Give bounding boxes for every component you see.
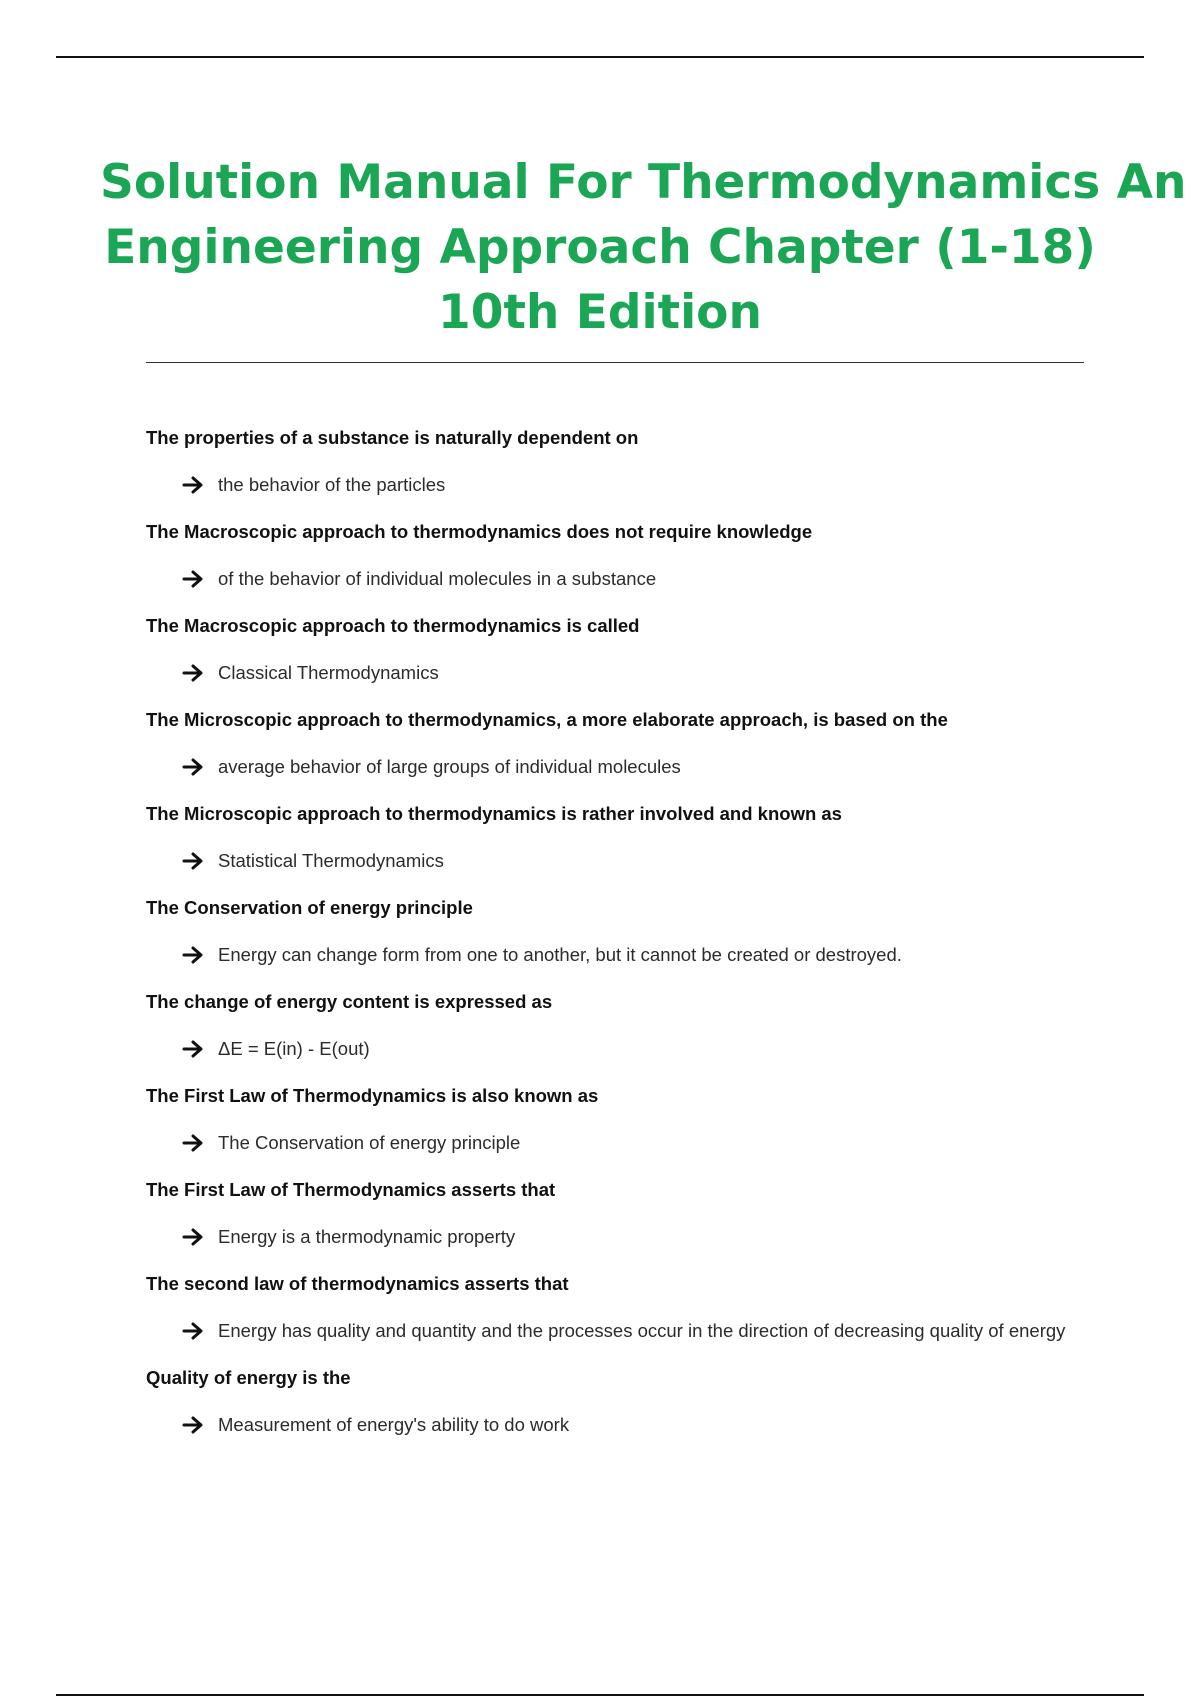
right-arrow-icon (182, 658, 206, 688)
answer-text: Statistical Thermodynamics (218, 850, 444, 871)
qa-item (146, 1177, 1086, 1252)
answer (146, 1128, 1086, 1158)
question-text: Quality of energy is the (146, 1367, 351, 1388)
right-arrow-icon (182, 1316, 206, 1346)
qa-list (146, 425, 1086, 1459)
question-text: The First Law of Thermodynamics asserts that (146, 1179, 556, 1200)
answer (146, 564, 1086, 594)
question-text: The Microscopic approach to thermodynamics, a more elaborate approach, is based on the (146, 709, 948, 730)
answer (146, 470, 1086, 500)
right-arrow-icon (182, 1222, 206, 1252)
answer (146, 940, 1086, 970)
question-text: The Macroscopic approach to thermodynamics is called (146, 615, 640, 636)
answer (146, 1222, 1086, 1252)
qa-item (146, 1365, 1086, 1440)
right-arrow-icon (182, 1034, 206, 1064)
question-text: The change of energy content is expressed as (146, 991, 553, 1012)
answer (146, 1410, 1086, 1440)
answer-text: Energy has quality and quantity and the processes occur in the direction of decreasing quality of energy (218, 1320, 1066, 1341)
qa-item (146, 519, 1086, 594)
answer-text: of the behavior of individual molecules in a substance (218, 568, 657, 589)
right-arrow-icon (182, 1128, 206, 1158)
answer-text: Energy is a thermodynamic property (218, 1226, 516, 1247)
answer-text: Classical Thermodynamics (218, 662, 439, 683)
right-arrow-icon (182, 470, 206, 500)
qa-item (146, 707, 1086, 782)
answer (146, 752, 1086, 782)
qa-item (146, 989, 1086, 1064)
answer-text: Measurement of energy's ability to do work (218, 1414, 570, 1435)
right-arrow-icon (182, 752, 206, 782)
answer-text: Energy can change form from one to another, but it cannot be created or destroyed. (218, 944, 902, 965)
page-top-rule (56, 56, 1144, 58)
document-title-line-1: Solution Manual For Thermodynamics An (100, 155, 1187, 210)
page-bottom-rule (56, 1694, 1144, 1696)
right-arrow-icon (182, 940, 206, 970)
right-arrow-icon (182, 1410, 206, 1440)
right-arrow-icon (182, 564, 206, 594)
answer (146, 658, 1086, 688)
question-text: The Microscopic approach to thermodynamics is rather involved and known as (146, 803, 842, 824)
answer (146, 846, 1086, 876)
qa-item (146, 801, 1086, 876)
qa-item (146, 425, 1086, 500)
qa-item (146, 1271, 1086, 1346)
question-text: The properties of a substance is naturally dependent on (146, 427, 639, 448)
answer-text: average behavior of large groups of individual molecules (218, 756, 681, 777)
answer-text: the behavior of the particles (218, 474, 446, 495)
document-title-line-2: Engineering Approach Chapter (1-18) (104, 220, 1096, 275)
right-arrow-icon (182, 846, 206, 876)
answer-text: ΔE = E(in) - E(out) (218, 1038, 370, 1059)
question-text: The Macroscopic approach to thermodynamics does not require knowledge (146, 521, 813, 542)
answer (146, 1316, 1086, 1346)
answer (146, 1034, 1086, 1064)
title-divider (146, 362, 1084, 363)
document-title (100, 150, 1187, 345)
question-text: The First Law of Thermodynamics is also known as (146, 1085, 599, 1106)
question-text: The Conservation of energy principle (146, 897, 473, 918)
document-title-line-3: 10th Edition (438, 285, 762, 340)
qa-item (146, 895, 1086, 970)
qa-item (146, 613, 1086, 688)
question-text: The second law of thermodynamics asserts that (146, 1273, 569, 1294)
answer-text: The Conservation of energy principle (218, 1132, 521, 1153)
qa-item (146, 1083, 1086, 1158)
